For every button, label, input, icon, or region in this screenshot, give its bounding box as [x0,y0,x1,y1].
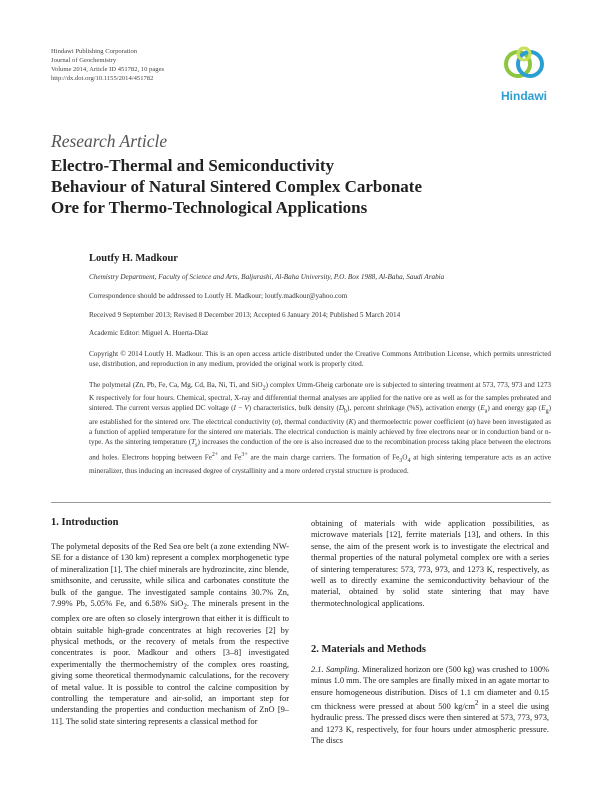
methods-heading: 2. Materials and Methods [311,644,426,655]
journal-header [51,47,164,83]
publisher-name: Hindawi Publishing Corporation [51,48,138,55]
title-line: Ore for Thermo-Technological Applications [51,198,368,217]
title-line: Electro-Thermal and Semiconductivity [51,156,334,175]
journal-name: Journal of Geochemistry [51,57,117,64]
correspondence: Correspondence should be addressed to Loutfy H. Madkour; loutfy.madkour@yahoo.com [89,292,348,300]
sampling-text: Mineralized horizon ore (500 kg) was crushed to 100% minus 1.0 mm. The ore samples are finally mixed in an agate mortar to ensure homogeneous distribution. Discs of 1.1 cm diameter and 0.15 cm thickness were pressed at about 500 $kg/cm^2$ in a steel die using hydraulic press. The pressed discs were then sintered at 573, 773, 973, and 1273 K, respectively, for four hours under atmospheric pressure. The discs [311,665,550,746]
sampling-subheading: 2.1. Sampling. [311,665,360,674]
copyright-notice: Copyright © 2014 Loutfy H. Madkour. This is an open access article distributed under the Creative Commons Attribution License, which permits unrestricted use, distribution, and reproduction in any medium, provided the original work is properly cited. [89,350,551,368]
introduction-continued: obtaining of materials with wide application possibilities, as microwave materials [12], ferrite materials [13], and others. In this sense, the aim of the present work is to investigate the electrical and thermal properties of the natural polymetal complex ore with a series of sintering temperatures: 573, 773, 973, and 1273 K, respectively, as well as to directly examine the semiconductivity behaviour of the material, obtained by solid state sintering that may have thermotechnological applications. [311,519,549,608]
volume-info: Volume 2014, Article ID 451782, 10 pages [51,66,165,73]
introduction-heading: 1. Introduction [51,517,119,528]
academic-editor: Academic Editor: Miguel A. Huerta-Diaz [89,329,209,337]
publication-dates: Received 9 September 2013; Revised 8 December 2013; Accepted 6 January 2014; Published 5 March 2014 [89,311,401,319]
hindawi-logo-icon [494,44,554,88]
hindawi-logo [494,44,554,106]
sampling-paragraph [311,664,549,747]
article-title [51,155,471,218]
title-line: Behaviour of Natural Sintered Complex Carbonate [51,177,423,196]
affiliation: Chemistry Department, Faculty of Science and Arts, Baljurashi, Al-Baha University, P.O. Box 1988, Al-Baha, Saudi Arabia [89,273,445,281]
doi-link[interactable]: http://dx.doi.org/10.1155/2014/451782 [51,75,154,82]
abstract: The polymetal (Zn, Pb, Fe, Ca, Mg, Cd, Ba, Ni, Ti, and SiO$_2$) complex Umm-Gheig carbonate ore is subjected to sintering treatment at 573, 773, 973 and 1273 K respectively for four hours. Chemical, spectral, X-ray and differential thermal analyses are applied for the native ore as well as for the samples preheated and sintered. The current versus applied DC voltage (I − V) characteristics, bulk density $(D_b)$, percent shrinkage (%S), activation energy $(E_a)$ and energy gap $(E_g)$ are established for the sintered ore. The electrical conductivity (σ), thermal conductivity (K) and thermoelectric power coefficient (α) have been investigated as a function of applied temperature for the sintered ore materials. The electrical conduction is mainly achieved by free electrons near or in conduction band or n-type. As the sintering temperature $(T_s)$ increases the conduction of the ore is also increased due to the recombination process taking place between the electrons and holes. Electrons hopping between $Fe^{2+}$ and $Fe^{3+}$ are the main charge carriers. The formation of $Fe_3O_4$ at high sintering temperature acts as an active mineralizer, thus inducing an increased degree of crystallinity and a more ordered crystal structure is produced. [89,381,552,476]
introduction-text: The polymetal deposits of the Red Sea ore belt (a zone extending NW-SE for a distance of 130 km) represent a complex morphogenetic type of mineralization [1]. The chief minerals are hydrozincite, zinc blende, smithsonite, and cerussite, while silica and carbonates constitute the bulk of the gangue. The investigated sample contains 30.7% Zn, 7.99% Pb, 5.05% Fe, and 6.58% SiO$_2$. The minerals present in the complex ore are often so closely intergrown that either it is difficult to obtain suitable high-grade concentrates at high recoveries [2] by physical methods, or the recovery of metals from the respective concentrates is poor. Madkour and others [3–8] investigated experimentally the thermochemistry of the complex ores roasting, giving some theoretical thermodynamic calculations, for the recovery of metal value. It is possible to control the calcine composition by controlling the temperature and air-solid, an important step for understanding the properties and conduction mechanism of ZnO [9–11]. The solid state sintering represents a classical method for [51,542,289,726]
author-name: Loutfy H. Madkour [89,253,178,264]
hindawi-logo-text: Hindawi [500,89,547,103]
section-divider [51,502,551,503]
article-type: Research Article [51,131,168,151]
